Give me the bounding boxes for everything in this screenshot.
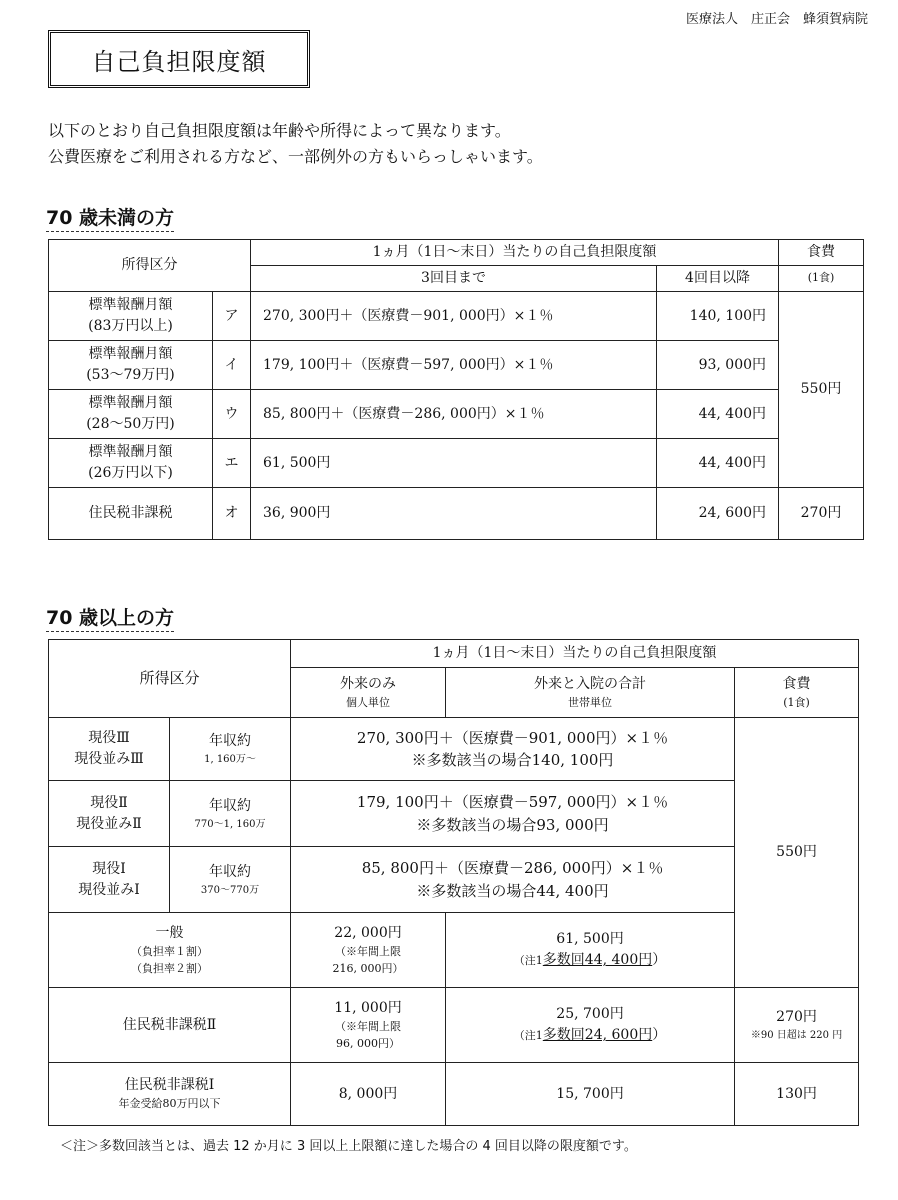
meal-cost-general: 550円 [779,292,864,488]
under-70-table [48,239,864,540]
header-limit: 1ヵ月（1日～末日）当たりの自己負担限度額 [291,640,859,668]
limit-formula: 85, 800円＋（医療費－286, 000円）×１％ ※多数該当の場合44, 400円 [291,847,735,913]
footnote: ＜注＞多数回該当とは、過去 12 か月に 3 回以上上限額に達した場合の 4 回目以降の限度額です。 [60,1139,637,1154]
limit-upto3: 85, 800円＋（医療費－286, 000円）×１％ [251,390,657,439]
income-category: 現役Ⅲ 現役並みⅢ [49,718,170,781]
section-heading-under-70: 70 歳未満の方 [46,203,174,232]
income-category: 標準報酬月額 (83万円以上) [49,292,213,341]
meal-cost-exempt: 270円 [779,488,864,540]
page-title [48,30,310,88]
income-code: オ [213,488,251,540]
limit-formula: 179, 100円＋（医療費－597, 000円）×１％ ※多数該当の場合93, 000円 [291,781,735,847]
limit-upto3: 270, 300円＋（医療費－901, 000円）×１％ [251,292,657,341]
income-category: 標準報酬月額 (28～50万円) [49,390,213,439]
income-code: イ [213,341,251,390]
limit-upto3: 36, 900円 [251,488,657,540]
header-income: 所得区分 [49,240,251,292]
limit-formula: 270, 300円＋（医療費－901, 000円）×１％ ※多数該当の場合140, 100円 [291,718,735,781]
header-from4: 4回目以降 [657,266,779,292]
limit-from4: 44, 400円 [657,439,779,488]
income-category: 標準報酬月額 (26万円以下) [49,439,213,488]
annual-income: 年収約 770～1, 160万 [170,781,291,847]
intro-line-2: 公費医療をご利用される方など、一部例外の方もいらっしゃいます。 [48,147,543,166]
header-meal: 食費 (1食) [735,668,859,718]
combined-limit: 25, 700円 （注1多数回24, 600円） [446,988,735,1063]
limit-from4: 44, 400円 [657,390,779,439]
outpatient-limit: 8, 000円 [291,1063,446,1126]
income-code: ア [213,292,251,341]
annual-income: 年収約 370～770万 [170,847,291,913]
outpatient-limit: 11, 000円 （※年間上限 96, 000円） [291,988,446,1063]
meal-cost-exempt-2: 270円 ※90 日超は 220 円 [735,988,859,1063]
income-category: 現役Ⅱ 現役並みⅡ [49,781,170,847]
income-category: 住民税非課税 [49,488,213,540]
hospital-name: 医療法人 庄正会 蜂須賀病院 [685,12,868,27]
header-combined: 外来と入院の合計 世帯単位 [446,668,735,718]
income-category-exempt-2: 住民税非課税Ⅱ [49,988,291,1063]
limit-upto3: 179, 100円＋（医療費－597, 000円）×１％ [251,341,657,390]
limit-from4: 93, 000円 [657,341,779,390]
page-title-text: 自己負担限度額 [91,47,267,76]
meal-cost-exempt-1: 130円 [735,1063,859,1126]
combined-limit: 61, 500円 （注1多数回44, 400円） [446,913,735,988]
income-category: 標準報酬月額 (53～79万円) [49,341,213,390]
header-limit: 1ヵ月（1日～末日）当たりの自己負担限度額 [251,240,779,266]
limit-from4: 24, 600円 [657,488,779,540]
income-category-exempt-1: 住民税非課税Ⅰ 年金受給80万円以下 [49,1063,291,1126]
income-code: エ [213,439,251,488]
limit-upto3: 61, 500円 [251,439,657,488]
header-meal-unit: (1食) [779,266,864,292]
header-income: 所得区分 [49,640,291,718]
header-outpatient: 外来のみ 個人単位 [291,668,446,718]
header-upto3: 3回目まで [251,266,657,292]
outpatient-limit: 22, 000円 （※年間上限 216, 000円） [291,913,446,988]
section-heading-over-70: 70 歳以上の方 [46,603,174,632]
income-category-general: 一般 （負担率１割） （負担率２割） [49,913,291,988]
limit-from4: 140, 100円 [657,292,779,341]
annual-income: 年収約 1, 160万～ [170,718,291,781]
income-category: 現役Ⅰ 現役並みⅠ [49,847,170,913]
over-70-table [48,639,859,1126]
meal-cost-general: 550円 [735,718,859,988]
combined-limit: 15, 700円 [446,1063,735,1126]
intro-line-1: 以下のとおり自己負担限度額は年齢や所得によって異なります。 [48,121,511,140]
header-meal: 食費 [779,240,864,266]
income-code: ウ [213,390,251,439]
